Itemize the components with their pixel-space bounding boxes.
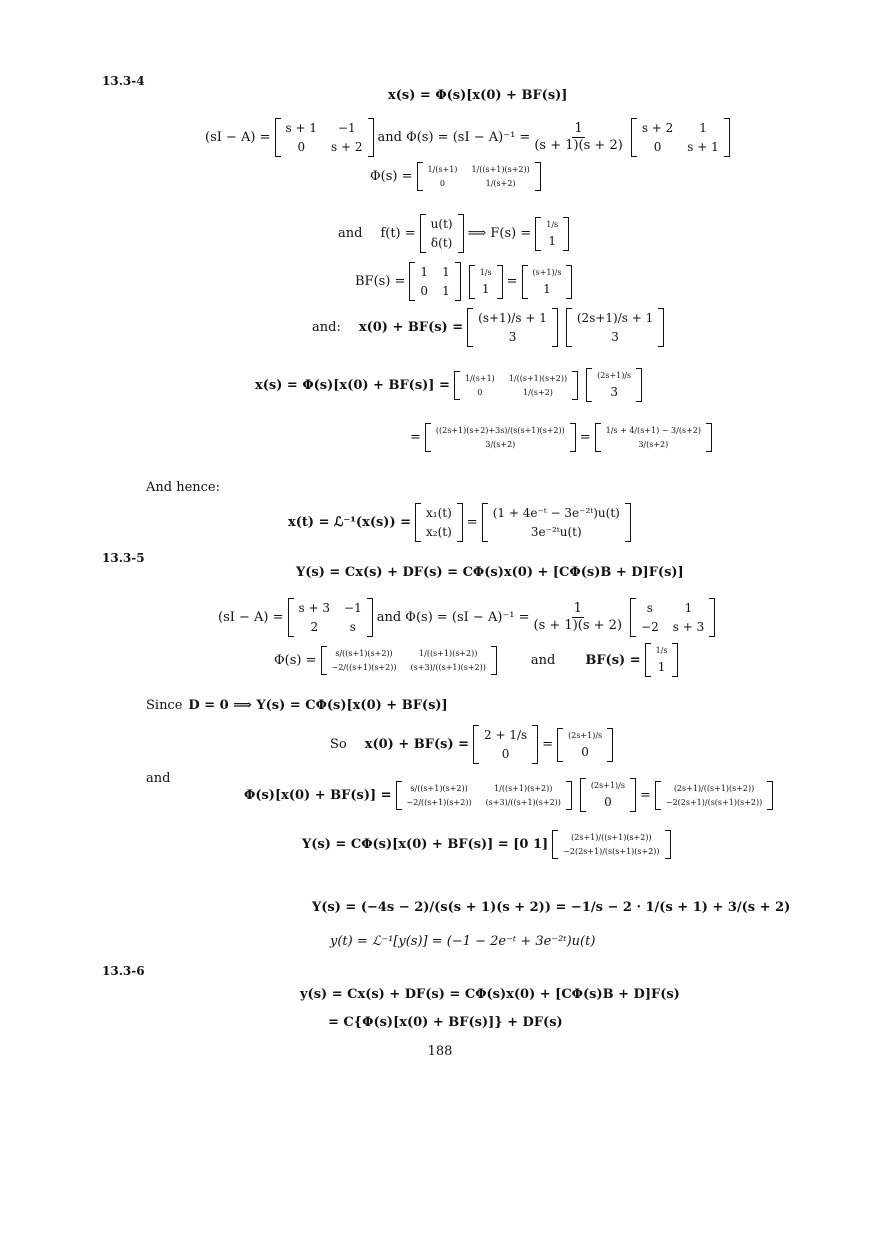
matrix-cell: 0 <box>501 747 510 761</box>
equation-lhs: (sI − A) = <box>205 130 271 145</box>
matrix <box>321 646 497 675</box>
matrix-cell: 3/(s+2) <box>638 440 669 449</box>
matrix <box>469 265 503 299</box>
numerator: 1 <box>574 121 583 137</box>
denominator: (s + 1)(s + 2) <box>534 138 623 153</box>
matrix-cell: (2s+1)/s <box>568 730 603 740</box>
matrix-cell: 1 <box>442 265 450 279</box>
matrix-cell: s + 3 <box>672 620 705 634</box>
matrix-cell: ((2s+1)(s+2)+3s)/(s(s+1)(s+2)) <box>435 426 565 435</box>
matrix-cell: 2 + 1/s <box>484 728 528 742</box>
equation-text: ⟹ F(s) = <box>467 226 532 241</box>
matrix <box>482 503 631 542</box>
matrix-cell: (s+1)/s <box>532 267 562 277</box>
matrix-cell: −2 <box>641 620 659 634</box>
connector-text: and <box>530 652 556 668</box>
matrix-cell: 1/s <box>546 219 559 229</box>
equation-row: So x(0) + BF(s) = 2 + 1/s 0 = (2s+1)/s 0 <box>330 725 617 764</box>
matrix <box>552 830 670 859</box>
matrix <box>557 728 613 762</box>
matrix <box>275 118 374 157</box>
matrix-cell: −2(2s+1)/(s(s+1)(s+2)) <box>563 847 660 856</box>
connector-text: and: <box>312 320 341 335</box>
matrix <box>409 262 460 301</box>
equation: y(s) = Cx(s) + DF(s) = CΦ(s)x(0) + [CΦ(s)B + D]F(s) <box>300 987 680 1002</box>
matrix-cell: 3e⁻²ᵗu(t) <box>530 525 582 539</box>
matrix-cell: 0 <box>581 744 589 759</box>
matrix-cell: 1 <box>442 284 450 298</box>
matrix-cell: 1 <box>420 265 429 279</box>
matrix-cell: 3 <box>610 385 618 399</box>
equation: = C{Φ(s)[x(0) + BF(s)]} + DF(s) <box>328 1015 563 1030</box>
equation-row: BF(s) = 1 1 0 1 1/s 1 = (s+1)/s 1 <box>355 262 576 301</box>
matrix-cell: 1 <box>481 281 490 296</box>
equation-lhs: Φ(s) = <box>370 169 413 184</box>
matrix <box>586 368 642 402</box>
matrix-cell: (s+1)/s + 1 <box>478 311 547 325</box>
fraction <box>532 121 625 153</box>
equation-lhs: Y(s) = CΦ(s)[x(0) + BF(s)] = [0 1] <box>302 837 549 852</box>
matrix-cell: (s+3)/((s+1)(s+2)) <box>410 662 486 672</box>
paragraph-text: And hence: <box>146 480 221 495</box>
matrix-cell: 1/((s+1)(s+2)) <box>419 648 478 658</box>
matrix-cell: 0 <box>604 795 612 809</box>
denominator: (s + 1)(s + 2) <box>533 618 623 633</box>
connector-text: Since <box>146 698 183 713</box>
matrix-cell: −2(2s+1)/(s(s+1)(s+2)) <box>665 797 763 807</box>
matrix-cell: s + 1 <box>285 121 318 135</box>
matrix-cell: 0 <box>420 284 429 298</box>
equation: Y(s) = (−4s − 2)/(s(s + 1)(s + 2)) = −1/s − 2 · 1/(s + 1) + 3/(s + 2) <box>312 900 791 915</box>
equation-row: x(t) = ℒ⁻¹(x(s)) = x₁(t) x₂(t) = (1 + 4e⁻ᵗ − 3e⁻²ᵗ)u(t) 3e⁻²ᵗu(t) <box>288 503 635 542</box>
equation-row <box>218 598 719 637</box>
equation-lhs: x(0) + BF(s) = <box>364 737 470 752</box>
numerator: 1 <box>573 601 582 617</box>
equation-lhs: BF(s) = <box>585 652 641 668</box>
matrix-cell: s/((s+1)(s+2)) <box>410 783 468 793</box>
matrix-cell: 1/((s+1)(s+2)) <box>508 373 568 383</box>
matrix <box>645 643 679 677</box>
matrix-cell: 0 <box>439 179 446 188</box>
matrix <box>631 118 730 157</box>
matrix-cell: s/((s+1)(s+2)) <box>335 648 393 658</box>
connector-text: and <box>338 226 363 241</box>
matrix <box>535 217 569 251</box>
matrix-cell: (s+3)/((s+1)(s+2)) <box>485 797 561 807</box>
section-heading: 13.3-4 <box>102 74 145 88</box>
matrix-cell: 0 <box>653 140 662 154</box>
matrix <box>454 371 578 400</box>
matrix-cell: x₂(t) <box>426 525 452 539</box>
matrix-cell: −1 <box>344 601 362 615</box>
matrix-cell: 1 <box>699 121 707 135</box>
matrix-cell: (2s+1)/((s+1)(s+2)) <box>673 783 755 793</box>
matrix-cell: −2/((s+1)(s+2)) <box>406 797 472 807</box>
equation-text: and Φ(s) = (sI − A)⁻¹ = <box>377 130 531 145</box>
matrix-cell: 2 <box>310 620 319 634</box>
matrix-cell: −2/((s+1)(s+2)) <box>331 662 397 672</box>
matrix <box>473 725 538 764</box>
matrix-cell: 3 <box>508 330 517 344</box>
equation-lhs: Φ(s) = <box>274 652 317 668</box>
equation-row <box>205 118 734 157</box>
matrix <box>396 781 572 810</box>
equation: y(t) = ℒ⁻¹[y(s)] = (−1 − 2e⁻ᵗ + 3e⁻²ᵗ)u(t) <box>330 934 596 949</box>
matrix-cell: (1 + 4e⁻ᵗ − 3e⁻²ᵗ)u(t) <box>492 506 620 520</box>
section-heading: 13.3-6 <box>102 964 145 978</box>
fraction <box>532 601 625 633</box>
paragraph-text: and <box>146 771 171 786</box>
equation-text: and Φ(s) = (sI − A)⁻¹ = <box>376 610 530 625</box>
equation-row <box>338 214 573 253</box>
matrix-cell: 3 <box>611 330 619 344</box>
equation: Y(s) = Cx(s) + DF(s) = CΦ(s)x(0) + [CΦ(s)B + D]F(s)] <box>296 565 684 580</box>
matrix-cell: u(t) <box>430 217 453 231</box>
matrix <box>288 598 373 637</box>
matrix-cell: 1 <box>543 281 551 296</box>
matrix <box>595 423 712 452</box>
matrix <box>580 778 636 812</box>
matrix-cell: (2s+1)/s + 1 <box>576 311 654 325</box>
equation-row <box>255 368 646 402</box>
matrix-cell: s <box>646 601 653 615</box>
equation-row <box>274 643 682 677</box>
equation-lhs: (sI − A) = <box>218 610 284 625</box>
matrix-cell: 1 <box>684 601 693 615</box>
matrix <box>425 423 576 452</box>
matrix <box>417 162 541 191</box>
equation-lhs: f(t) = <box>380 226 416 241</box>
equation-lhs: x(t) = ℒ⁻¹(x(s)) = <box>288 515 412 530</box>
equation-row <box>302 830 675 859</box>
matrix <box>566 308 664 347</box>
matrix-cell: 1/(s+1) <box>464 373 495 383</box>
matrix-cell: −1 <box>337 121 356 135</box>
matrix-cell: 1/((s+1)(s+2)) <box>494 783 553 793</box>
matrix-cell: s + 2 <box>331 140 363 154</box>
matrix-cell: (2s+1)/((s+1)(s+2)) <box>571 833 652 842</box>
equation-lhs: x(s) = Φ(s)[x(0) + BF(s)] = <box>255 377 450 393</box>
matrix-cell: x₁(t) <box>426 506 452 520</box>
section-heading: 13.3-5 <box>102 551 145 565</box>
matrix-cell: 1/(s+2) <box>485 179 516 188</box>
matrix-cell: 0 <box>477 387 483 397</box>
equation-row <box>146 698 448 713</box>
matrix <box>630 598 715 637</box>
equation-lhs: x(0) + BF(s) = <box>358 320 464 335</box>
matrix <box>415 503 463 542</box>
matrix-cell: 1/s <box>655 646 668 655</box>
matrix <box>522 265 573 299</box>
matrix <box>655 781 773 810</box>
matrix-cell: 1 <box>657 660 666 674</box>
equation-text: D = 0 ⟹ Y(s) = CΦ(s)[x(0) + BF(s)] <box>188 698 448 713</box>
connector-text: So <box>330 737 347 752</box>
equation-row: = ((2s+1)(s+2)+3s)/(s(s+1)(s+2)) 3/(s+2) = 1/s + 4/(s+1) − 3/(s+2) 3/(s+2) <box>410 423 716 452</box>
matrix-cell: 1/(s+2) <box>523 387 553 397</box>
matrix-cell: δ(t) <box>430 236 453 250</box>
matrix-cell: 1/((s+1)(s+2)) <box>471 165 530 174</box>
matrix <box>467 308 558 347</box>
matrix-cell: s + 2 <box>641 121 674 135</box>
page-number: 188 <box>427 1044 453 1059</box>
equation-row: Φ(s)[x(0) + BF(s)] = s/((s+1)(s+2)) 1/((s+1)(s+2)) −2/((s+1)(s+2)) (s+3)/((s+1)(s+2)) (2s+1)/s 0 = (2s+1)/((s+1)(s+2)) −2(2s+1)/(s(s+1)(s+2)) <box>244 778 777 812</box>
matrix-cell: 1/s <box>479 267 492 277</box>
matrix-cell: s + 1 <box>687 140 719 154</box>
matrix-cell: 1 <box>548 233 556 248</box>
matrix-cell: (2s+1)/s <box>597 371 632 380</box>
matrix-cell: (2s+1)/s <box>590 781 625 790</box>
matrix-cell: 0 <box>297 140 306 154</box>
matrix-cell: 1/(s+1) <box>427 165 458 174</box>
equation-lhs: BF(s) = <box>355 274 406 289</box>
matrix-cell: s + 3 <box>298 601 331 615</box>
matrix-cell: s <box>349 620 356 634</box>
matrix-cell: 1/s + 4/(s+1) − 3/(s+2) <box>605 426 701 435</box>
matrix <box>420 214 464 253</box>
equation-row <box>312 308 668 347</box>
matrix-cell: 3/(s+2) <box>485 440 516 449</box>
equation-lhs: Φ(s)[x(0) + BF(s)] = <box>244 787 392 803</box>
equation-row <box>370 162 545 191</box>
equation: x(s) = Φ(s)[x(0) + BF(s)] <box>388 88 568 103</box>
